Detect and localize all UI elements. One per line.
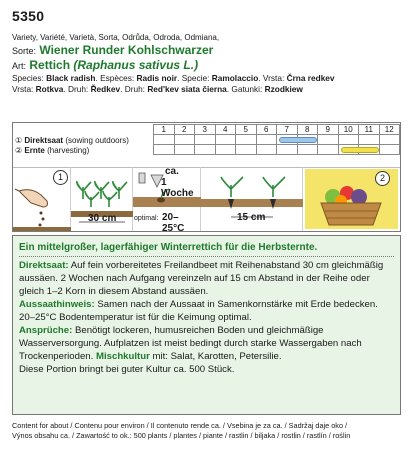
sowing-cell-2 [174, 135, 195, 145]
harvest-cell-10 [338, 145, 359, 155]
month-header-6: 6 [256, 125, 277, 135]
step-2-marker: 2 [375, 171, 390, 186]
month-header-1: 1 [154, 125, 175, 135]
instructions-panel [12, 235, 401, 415]
harvest-cell-7 [277, 145, 298, 155]
harvest-cell-4 [215, 145, 236, 155]
month-grid [153, 124, 400, 155]
sowing-cell-11 [359, 135, 380, 145]
month-header-3: 3 [195, 125, 216, 135]
sowing-cell-9 [318, 135, 339, 145]
month-header-8: 8 [297, 125, 318, 135]
legend-sowing: ① Direktsaat (sowing outdoors) [15, 136, 129, 145]
month-header-10: 10 [338, 125, 359, 135]
month-header-11: 11 [359, 125, 380, 135]
panel-title: Ein mittelgroßer, lagerfähiger Winterrettich für die Herbsternte. [19, 242, 318, 253]
harvest-cell-12 [379, 145, 400, 155]
row-spacing-illustration [71, 167, 133, 231]
panel-divider [19, 256, 394, 257]
plant-spacing-label: 15 cm [237, 212, 266, 223]
variety-name: Wiener Runder Kohlschwarzer [39, 43, 214, 57]
latin-name: (Raphanus sativus L.) [73, 58, 199, 72]
sorte-label: Sorte: [12, 46, 37, 56]
art-label: Art: [12, 61, 27, 71]
harvest-cell-8 [297, 145, 318, 155]
plant-spacing-illustration [201, 167, 303, 231]
harvest-cell-2 [174, 145, 195, 155]
sowing-cell-8 [297, 135, 318, 145]
sowing-cell-7 [277, 135, 298, 145]
direct-sowing-text: Direktsaat: Auf fein vorbereitetes Freilandbeet mit Reihenabstand 30 cm gleichmäßig aussäen. 2 Wochen nach Aufgang vereinzeln auf 15 cm Abstand in der Reihe oder gleich 1–2 Korn in diesem Abstand aussäen. [19, 260, 384, 297]
sowing-cell-4 [215, 135, 236, 145]
month-header-2: 2 [174, 125, 195, 135]
harvest-cell-5 [236, 145, 257, 155]
sowing-cell-12 [379, 135, 400, 145]
footer-line-1: Content for about / Contenu pour environ / Il contenuto rende ca. / Vsebina je za ca. / Sadržaj daje oko / [12, 421, 348, 430]
sowing-cell-5 [236, 135, 257, 145]
requirements-text: Ansprüche: Benötigt lockeren, humusreichen Boden und gleichmäßige Wasserversorgung. Aufplatzen ist meist bedingt durch starke Wassergaben nach Trockenperioden. Mischkultur mit: Salat, Karotten, Petersilie. [19, 325, 362, 362]
calendar-legend [15, 125, 150, 156]
month-header-7: 7 [277, 125, 298, 135]
footer-line-2: Výnos obsahu ca. / Zawartość to ok.: 500 plants / plantes / piante / rastlin / biljaka / rostlin / rastlín / roślin [12, 431, 351, 440]
harvest-cell-6 [256, 145, 277, 155]
sowing-cell-6 [256, 135, 277, 145]
germination-duration-b: 1 Woche [161, 177, 194, 199]
month-header-5: 5 [236, 125, 257, 135]
germination-illustration [133, 166, 201, 234]
species-name-row [12, 58, 402, 73]
temperature-value: 20–25°C [162, 212, 185, 234]
product-header [12, 33, 402, 95]
germination-duration-a: ca. [165, 166, 179, 177]
month-header-9: 9 [318, 125, 339, 135]
harvest-cell-1 [154, 145, 175, 155]
portion-text: Diese Portion bringt bei guter Kultur ca. 500 Stück. [19, 364, 235, 375]
sowing-cell-3 [195, 135, 216, 145]
sowing-cell-10 [338, 135, 359, 145]
variety-languages: Variety, Variété, Varietà, Sorta, Odrůda, Odroda, Odmiana, [12, 33, 220, 42]
sowing-illustration [13, 167, 71, 231]
harvest-cell-11 [359, 145, 380, 155]
temperature-label: optimal: [134, 215, 159, 222]
variety-name-row [12, 43, 402, 58]
species-translations-2: Vrsta: Rotkva. Druh: Ředkev. Druh: Red'kev siata čierna. Gatunki: Rzodkiew [12, 84, 303, 94]
harvest-illustration [303, 167, 400, 231]
harvest-cell-9 [318, 145, 339, 155]
sowing-hint-text: Aussaathinweis: Samen nach der Aussaat in Samenkornstärke mit Erde bedecken. 20–25°C Bodentemperatur ist für die Keimung optimal. [19, 299, 378, 323]
month-header-12: 12 [379, 125, 400, 135]
row-spacing-label: 30 cm [88, 213, 117, 224]
vegetable-basket-icon [303, 167, 400, 231]
harvest-cell-3 [195, 145, 216, 155]
sowing-calendar [12, 122, 401, 232]
month-header-4: 4 [215, 125, 236, 135]
step-1-marker: 1 [53, 170, 68, 185]
content-footer [12, 421, 404, 441]
product-code: 5350 [12, 8, 45, 24]
sowing-cell-1 [154, 135, 175, 145]
species-name: Rettich [29, 58, 71, 72]
legend-harvest: ② Ernte (harvesting) [15, 146, 90, 155]
species-translations-1: Species: Black radish. Espèces: Radis noir. Specie: Ramolaccio. Vrsta: Črna redkev [12, 73, 335, 83]
